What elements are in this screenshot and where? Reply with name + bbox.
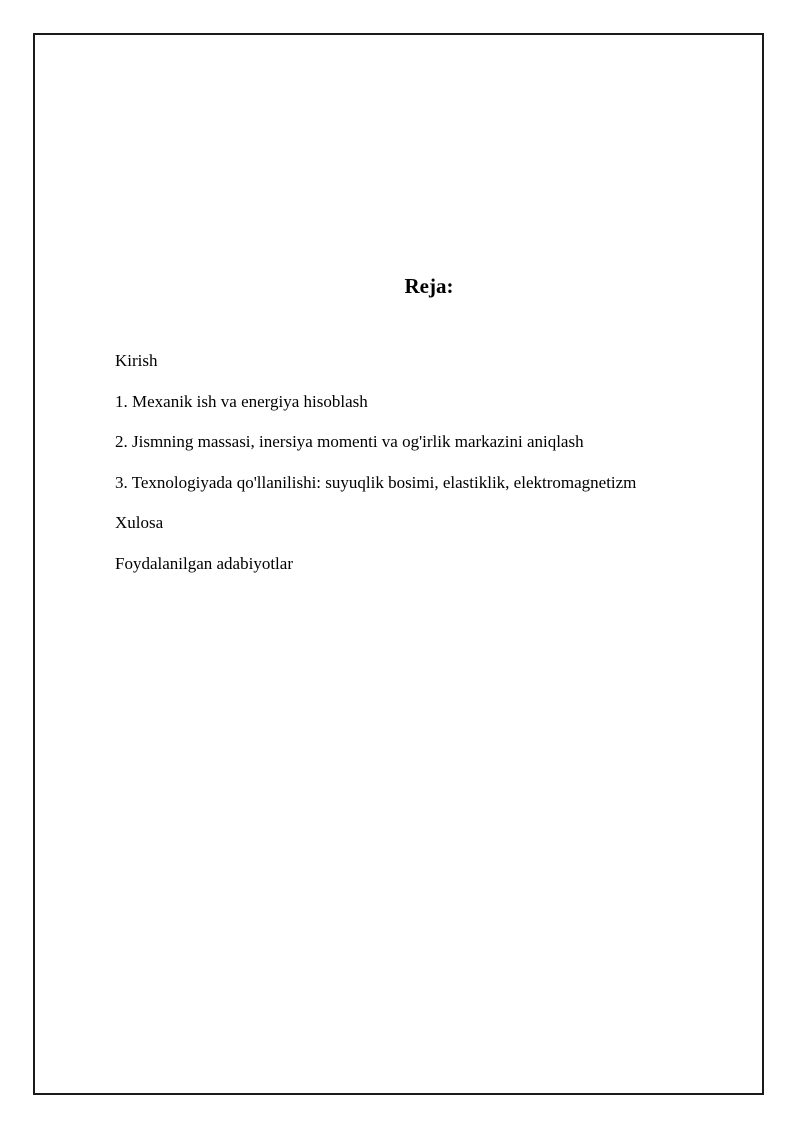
plan-list [115, 351, 636, 595]
plan-item-conclusion: Xulosa [115, 513, 164, 533]
plan-item-2: 2. Jismning massasi, inersiya momenti va og'irlik markazini aniqlash [115, 432, 584, 452]
plan-item-3: 3. Texnologiyada qo'llanilishi: suyuqlik bosimi, elastiklik, elektromagnetizm [115, 472, 637, 492]
plan-item-1: 1. Mexanik ish va energiya hisoblash [115, 391, 368, 411]
plan-item-intro: Kirish [115, 351, 158, 370]
page-title: Reja: [404, 274, 454, 298]
plan-item-references: Foydalanilgan adabiyotlar [115, 553, 293, 573]
